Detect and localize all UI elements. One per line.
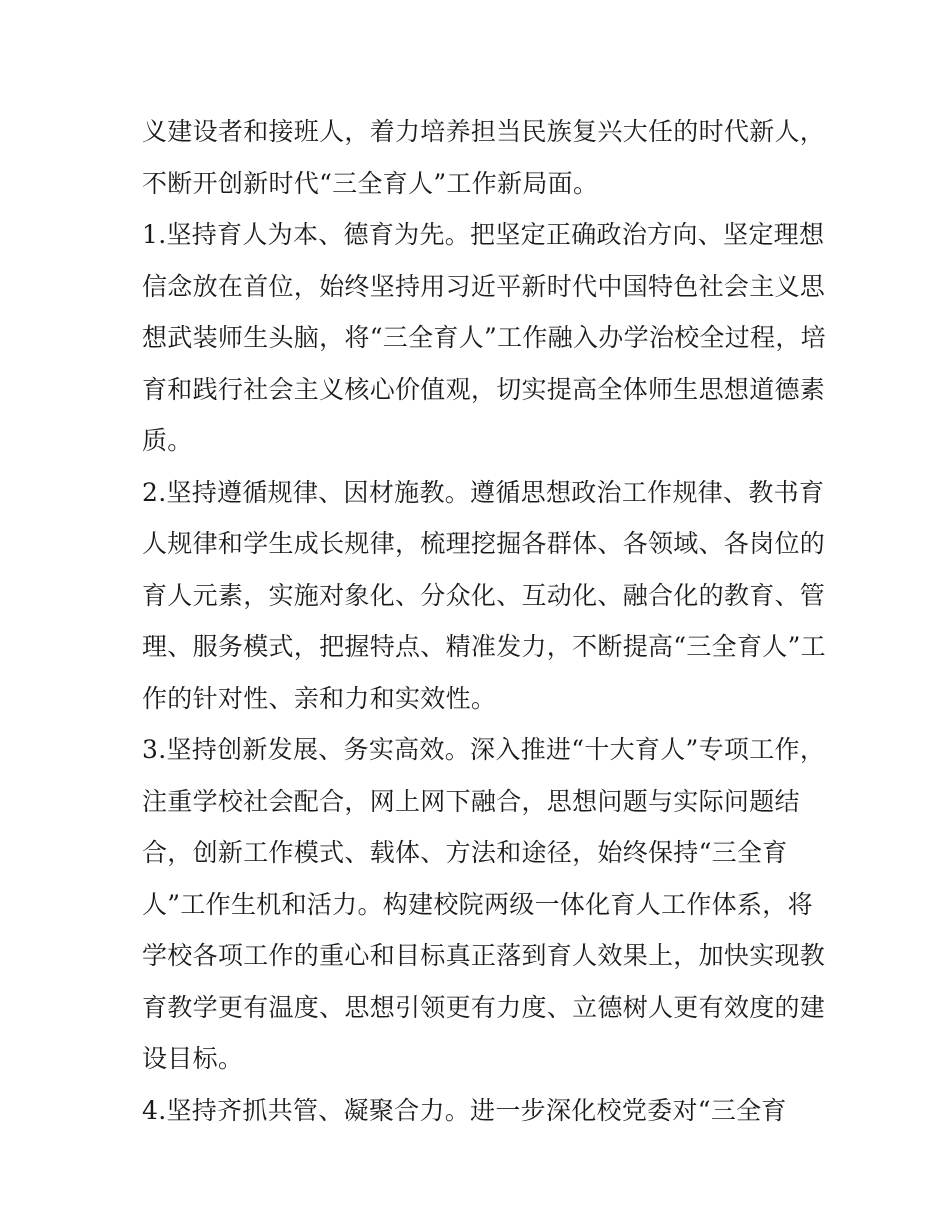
text-line: 育人元素，实施对象化、分众化、互动化、融合化的教育、管 [142,580,826,610]
text-line: 理、服务模式，把握特点、精准发力，不断提高“三全育人”工 [142,632,826,661]
text-line: 信念放在首位，始终坚持用习近平新时代中国特色社会主义思 [142,271,826,301]
text-line: 义建设者和接班人，着力培养担当民族复兴大任的时代新人， [142,117,826,146]
text-line: 学校各项工作的重心和目标真正落到育人效果上，加快实现教 [142,941,826,970]
document-body [142,106,826,1136]
text-line: 想武装师生头脑，将“三全育人”工作融入办学治校全过程，培 [142,323,826,352]
text-line: 3.坚持创新发展、务实高效。深入推进“十大育人”专项工作， [142,735,826,764]
text-line: 人规律和学生成长规律，梳理挖掘各群体、各领域、各岗位的 [142,529,826,558]
text-line: 不断开创新时代“三全育人”工作新局面。 [142,168,599,198]
text-line: 作的针对性、亲和力和实效性。 [142,683,497,713]
text-line: 1.坚持育人为本、德育为先。把坚定正确政治方向、坚定理想 [142,220,825,249]
text-line: 人”工作生机和活力。构建校院两级一体化育人工作体系，将 [142,889,813,919]
text-line: 设目标。 [142,1044,244,1073]
text-line: 2.坚持遵循规律、因材施教。遵循思想政治工作规律、教书育 [142,477,825,507]
text-line: 育教学更有温度、思想引领更有力度、立德树人更有效度的建 [142,992,826,1022]
text-line: 合，创新工作模式、载体、方法和途径，始终保持“三全育 [142,838,788,867]
text-line: 质。 [142,426,193,455]
text-line: 4.坚持齐抓共管、凝聚合力。进一步深化校党委对“三全育 [142,1095,787,1125]
text-line: 育和践行社会主义核心价值观，切实提高全体师生思想道德素 [142,374,826,404]
text-line: 注重学校社会配合，网上网下融合，思想问题与实际问题结 [142,786,800,816]
